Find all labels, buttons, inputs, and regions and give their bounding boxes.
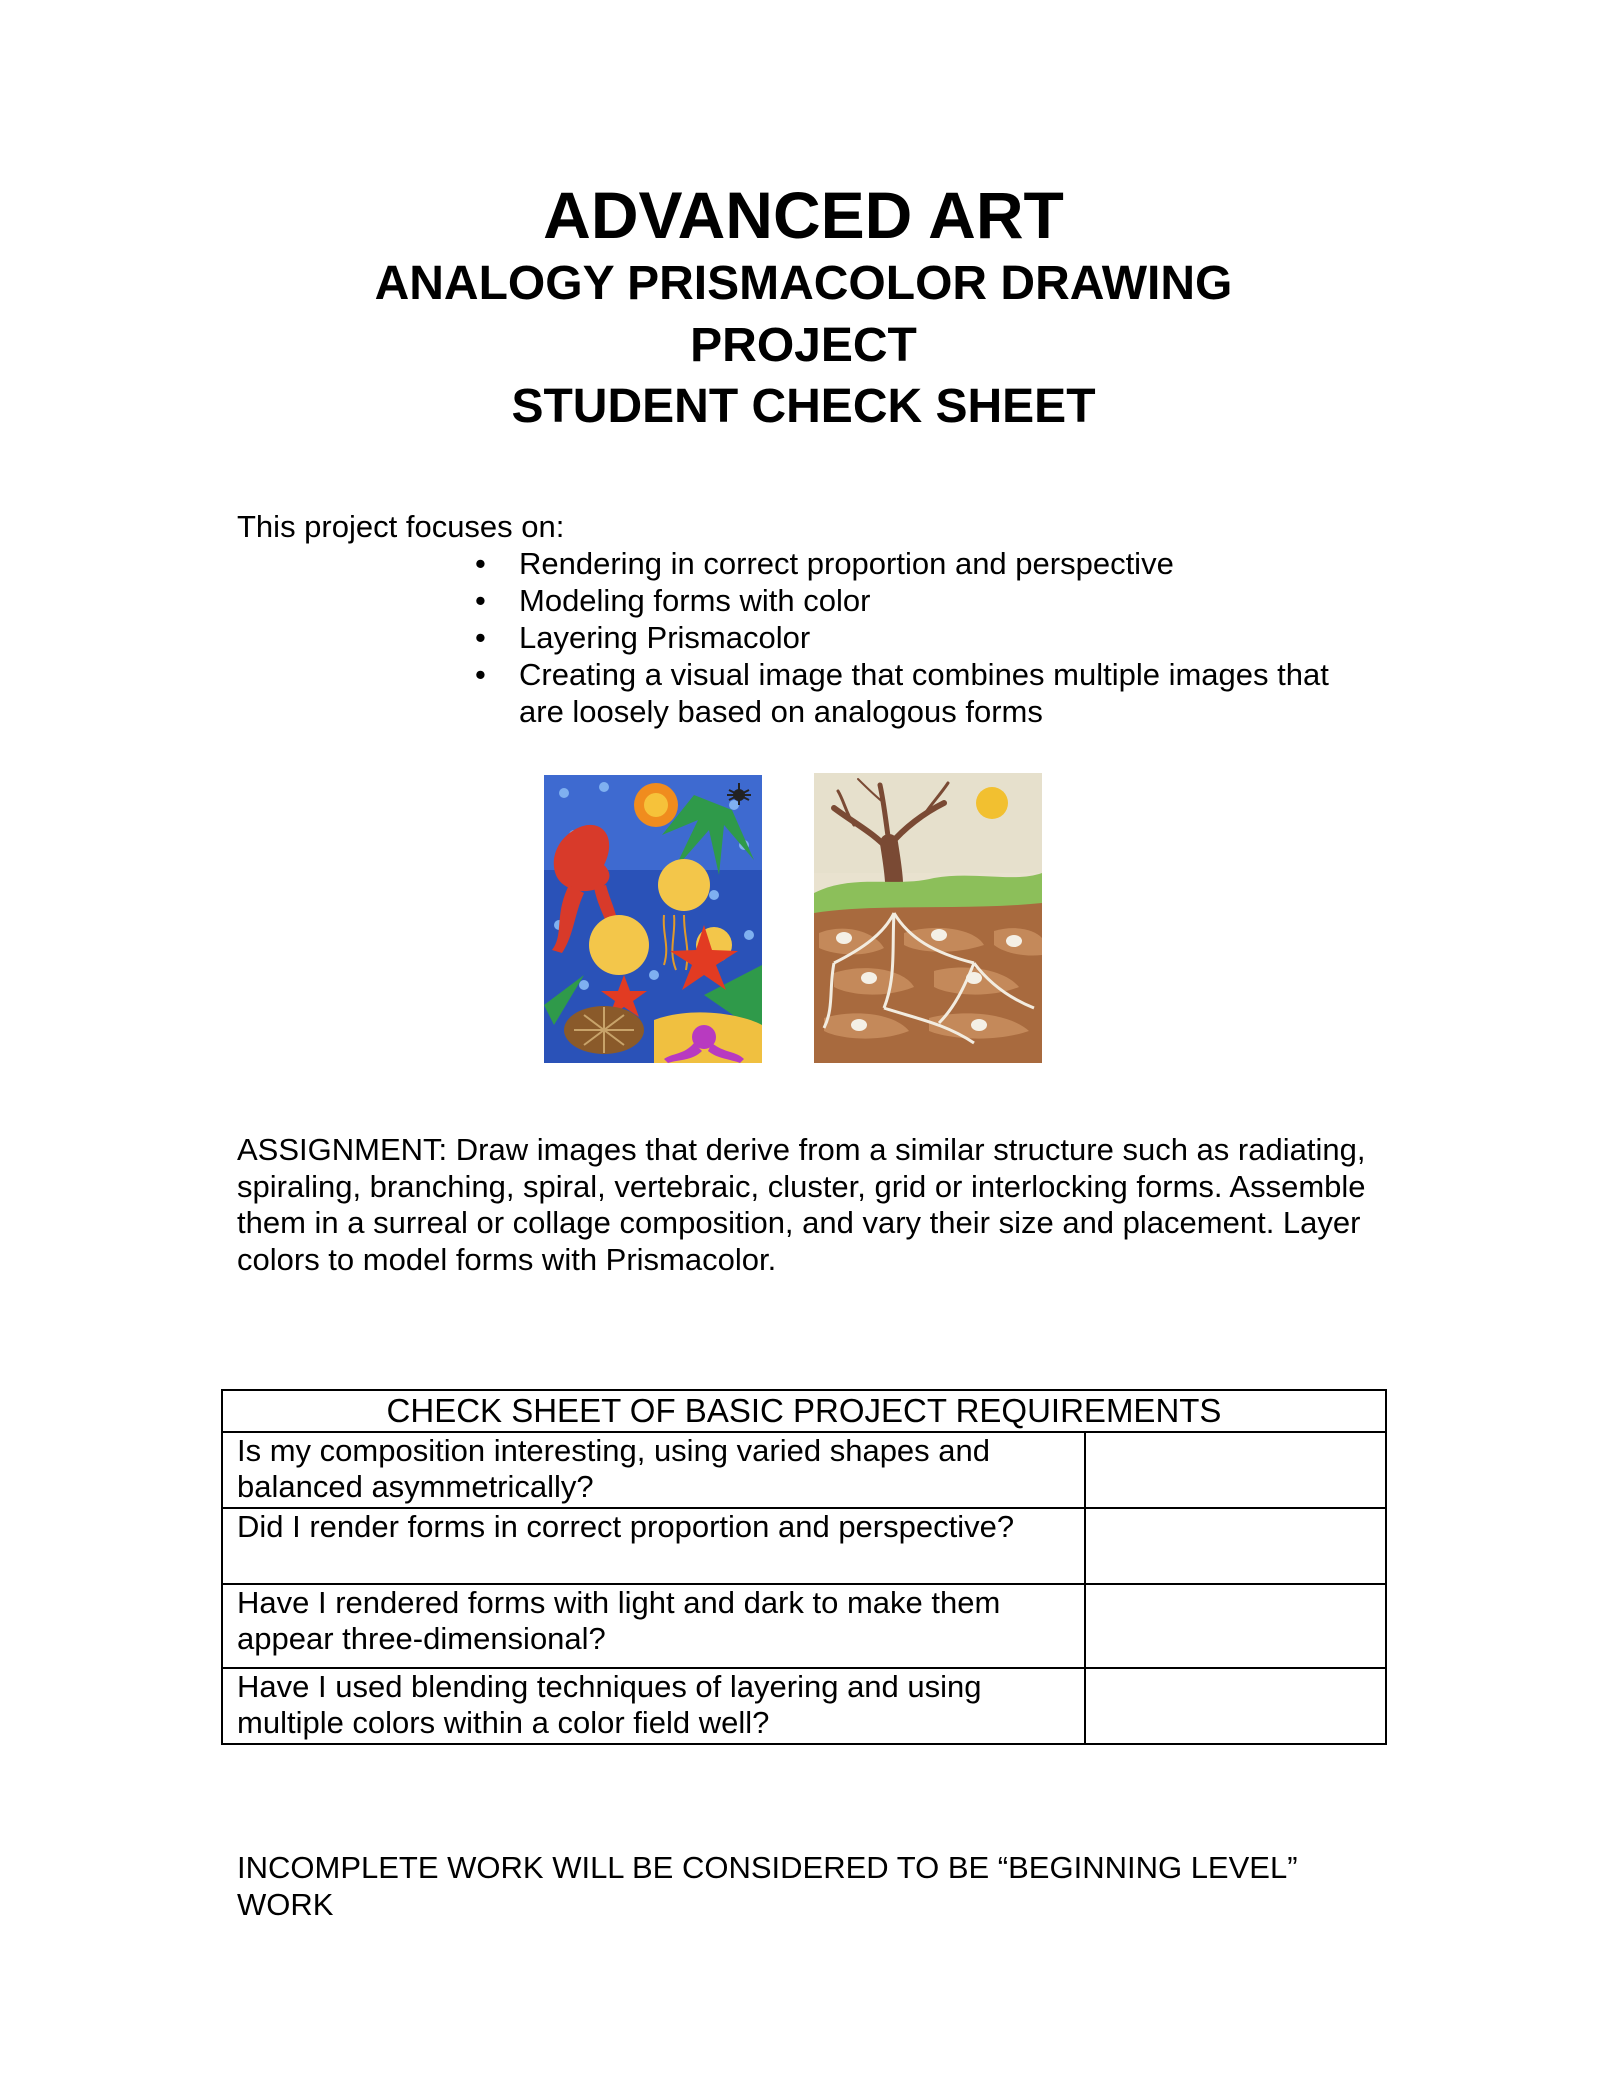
example-artwork-tree (814, 773, 1042, 1063)
check-sheet-title: STUDENT CHECK SHEET (511, 380, 1096, 433)
table-row (222, 1432, 1386, 1508)
bullet-icon: • (475, 583, 486, 618)
checklist-check-box[interactable] (1085, 1432, 1386, 1508)
checklist-check-box[interactable] (1085, 1584, 1386, 1668)
checklist-question: Did I render forms in correct proportion and perspective? (222, 1508, 1085, 1584)
focus-list-item (475, 656, 1375, 730)
focus-item-text: Rendering in correct proportion and perspective (519, 546, 1174, 581)
table-row (222, 1668, 1386, 1744)
focus-item-text: Creating a visual image that combines multiple images that are loosely based on analogous forms (519, 657, 1329, 729)
focus-list-item (475, 545, 1375, 582)
checklist-heading: CHECK SHEET OF BASIC PROJECT REQUIREMENTS (222, 1390, 1386, 1432)
incomplete-work-note: INCOMPLETE WORK WILL BE CONSIDERED TO BE “BEGINNING LEVEL” WORK (237, 1850, 1298, 1922)
table-row (222, 1508, 1386, 1584)
checklist-question: Have I used blending techniques of layering and using multiple colors within a color field well? (222, 1668, 1085, 1744)
example-artwork-ocean (544, 775, 762, 1063)
focus-list (475, 545, 1375, 730)
focus-list-item (475, 582, 1375, 619)
checklist-question: Is my composition interesting, using varied shapes and balanced asymmetrically? (222, 1432, 1085, 1508)
focus-list-item (475, 619, 1375, 656)
bullet-icon: • (475, 546, 486, 581)
focus-item-text: Modeling forms with color (519, 583, 871, 618)
requirements-checklist (221, 1389, 1387, 1745)
bullet-icon: • (475, 620, 486, 655)
table-row (222, 1584, 1386, 1668)
page-title: ADVANCED ART (543, 178, 1064, 252)
checklist-check-box[interactable] (1085, 1508, 1386, 1584)
project-title-line-2: PROJECT (690, 319, 917, 372)
focus-intro: This project focuses on: (237, 509, 565, 544)
assignment-text: ASSIGNMENT: Draw images that derive from a similar structure such as radiating, spiraling, branching, spiral, vertebraic, cluster, grid or interlocking forms. Assemble them in a surreal or collage composition, and vary their size and placement. Layer colors to model forms with Prismacolor. (237, 1132, 1366, 1277)
project-title-line-1: ANALOGY PRISMACOLOR DRAWING (374, 257, 1233, 310)
checklist-check-box[interactable] (1085, 1668, 1386, 1744)
bullet-icon: • (475, 657, 486, 692)
focus-item-text: Layering Prismacolor (519, 620, 811, 655)
checklist-question: Have I rendered forms with light and dark to make them appear three-dimensional? (222, 1584, 1085, 1668)
